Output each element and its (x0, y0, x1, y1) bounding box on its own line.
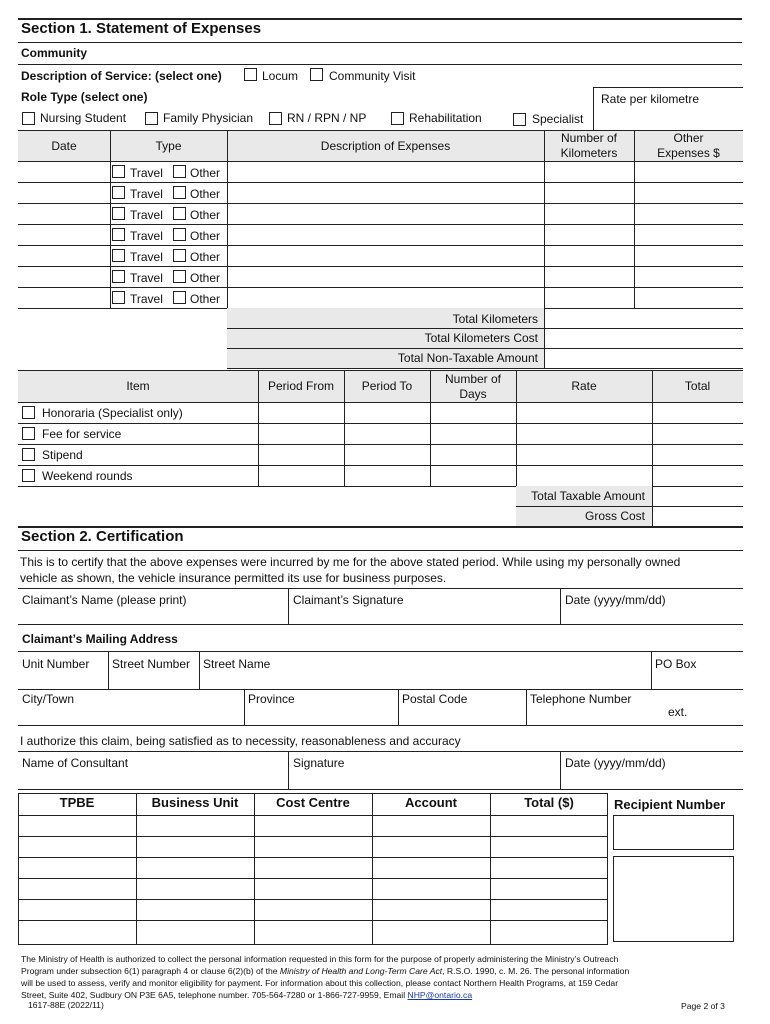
authorize-text: I authorize this claim, being satisfied as to necessity, reasonableness and accuracy (20, 734, 461, 748)
city-row-bottom[interactable] (18, 725, 743, 726)
table-rule (110, 130, 111, 308)
table-rule (344, 370, 345, 486)
street-number-label: Street Number (112, 657, 191, 671)
rn-rpn-np-label: RN / RPN / NP (287, 111, 367, 125)
other-header-line1: Other (673, 131, 704, 145)
signature-label: Signature (293, 756, 345, 770)
total-header: Total (684, 379, 711, 393)
po-box-label: PO Box (655, 657, 697, 671)
rule (199, 651, 200, 689)
address-row-bottom[interactable] (18, 689, 743, 690)
community-visit-label: Community Visit (329, 69, 416, 83)
total-km-cost-label: Total Kilometers Cost (424, 331, 538, 345)
rule (651, 651, 652, 689)
claimant-signature-label: Claimant’s Signature (293, 593, 404, 607)
other-checkbox[interactable] (173, 291, 186, 304)
act-name: Ministry of Health and Long-Term Care Act (279, 966, 443, 976)
cost-centre-header: Cost Centre (276, 795, 350, 810)
travel-label: Travel (130, 166, 163, 180)
privacy-line1: The Ministry of Health is authorized to collect the personal information requested in this form for the purpose of properly administering the Ministry’s Outreach (21, 954, 619, 964)
consultant-row-bottom[interactable] (18, 789, 743, 790)
days-header-line2: Days (459, 387, 487, 401)
total-dollar-header: Total ($) (524, 795, 574, 810)
telephone-label: Telephone Number (530, 692, 632, 706)
rule (560, 751, 561, 789)
total-taxable-label: Total Taxable Amount (531, 489, 645, 503)
date-header: Date (51, 139, 77, 153)
tpbe-header: TPBE (59, 795, 95, 810)
account-header: Account (405, 795, 457, 810)
certification-line2: vehicle as shown, the vehicle insurance permitted its use for business purposes. (20, 571, 447, 585)
other-label: Other (190, 208, 221, 222)
rn-rpn-np-checkbox[interactable] (269, 112, 282, 125)
table-rule (544, 130, 545, 368)
travel-checkbox[interactable] (112, 270, 125, 283)
consultant-name-label: Name of Consultant (22, 756, 129, 770)
unit-number-label: Unit Number (22, 657, 90, 671)
description-of-service-label: Description of Service: (select one) (21, 69, 222, 83)
table-rule (652, 370, 653, 526)
description-header: Description of Expenses (320, 139, 451, 153)
other-checkbox[interactable] (173, 186, 186, 199)
city-label: City/Town (22, 692, 75, 706)
item-checkbox[interactable] (22, 469, 35, 482)
locum-checkbox[interactable] (244, 68, 257, 81)
item-row-rule[interactable] (18, 423, 743, 424)
period-to-header: Period To (361, 379, 413, 393)
travel-label: Travel (130, 292, 163, 306)
rehabilitation-checkbox[interactable] (391, 112, 404, 125)
community-field-line[interactable] (18, 64, 742, 65)
other-checkbox[interactable] (173, 270, 186, 283)
nursing-student-label: Nursing Student (40, 111, 127, 125)
travel-label: Travel (130, 187, 163, 201)
table-rule (227, 368, 743, 369)
family-physician-label: Family Physician (163, 111, 254, 125)
certification-line1: This is to certify that the above expenses were incurred by me for the above stated period. While using my personally owned (20, 555, 681, 569)
rule (18, 588, 743, 589)
page-number: Page 2 of 3 (681, 1001, 725, 1011)
community-visit-checkbox[interactable] (310, 68, 323, 81)
accounting-row-rule[interactable] (18, 920, 608, 921)
claimant-row-bottom[interactable] (18, 624, 743, 625)
recipient-number-label: Recipient Number (614, 797, 726, 812)
rule (288, 588, 289, 624)
table-rule (430, 370, 431, 486)
postal-code-label: Postal Code (402, 692, 468, 706)
item-label: Honoraria (Specialist only) (42, 406, 183, 420)
table-rule (634, 130, 635, 308)
travel-checkbox[interactable] (112, 165, 125, 178)
table-rule (18, 402, 743, 403)
privacy-line2-a: Program under subsection 6(1) paragraph 4 or clause 6(2)(b) of the (21, 966, 280, 976)
travel-checkbox[interactable] (112, 207, 125, 220)
total-non-taxable-label: Total Non-Taxable Amount (397, 351, 538, 365)
province-label: Province (248, 692, 295, 706)
rate-per-km-label: Rate per kilometre (601, 92, 700, 106)
table-rule (18, 370, 743, 371)
nursing-student-checkbox[interactable] (22, 112, 35, 125)
role-type-label: Role Type (select one) (21, 90, 148, 104)
type-header: Type (155, 139, 182, 153)
table-rule (227, 328, 743, 329)
table-rule (516, 506, 743, 507)
privacy-line3: will be used to assess, verify and monitor eligibility for payment. For information about this collection, please contact Northern Health Programs, at 159 Cedar (21, 978, 619, 988)
accounting-row-rule[interactable] (18, 836, 608, 837)
travel-label: Travel (130, 208, 163, 222)
item-row-rule[interactable] (18, 444, 743, 445)
specialist-label: Specialist (532, 112, 584, 126)
privacy-line4-text: Street, Suite 402, Sudbury ON P3E 6A5, telephone number. 705-564-7280 or 1-866-727-9959, Email (21, 990, 408, 1000)
travel-checkbox[interactable] (112, 228, 125, 241)
travel-checkbox[interactable] (112, 291, 125, 304)
item-checkbox[interactable] (22, 406, 35, 419)
street-name-label: Street Name (203, 657, 271, 671)
rule (288, 751, 289, 789)
km-header-line1: Number of (560, 131, 618, 145)
privacy-line4 (21, 990, 743, 1001)
rate-header: Rate (571, 379, 597, 393)
section2-title: Section 2. Certification (21, 528, 184, 545)
km-header-line2: Kilometers (560, 146, 618, 160)
other-label: Other (190, 292, 221, 306)
other-label: Other (190, 250, 221, 264)
travel-label: Travel (130, 229, 163, 243)
form-number: 1617-88E (2022/11) (28, 1000, 104, 1010)
community-label: Community (21, 46, 87, 60)
item-label: Fee for service (42, 427, 122, 441)
other-label: Other (190, 166, 221, 180)
recipient-number-field[interactable] (613, 815, 734, 850)
rule (18, 751, 743, 752)
privacy-line2-b: , R.S.O. 1990, c. M. 26. The personal information (442, 966, 630, 976)
rule (244, 689, 245, 725)
travel-checkbox[interactable] (112, 186, 125, 199)
item-row-rule[interactable] (18, 465, 743, 466)
other-checkbox[interactable] (173, 249, 186, 262)
date-label-2: Date (yyyy/mm/dd) (565, 756, 666, 770)
other-label: Other (190, 229, 221, 243)
other-checkbox[interactable] (173, 228, 186, 241)
item-checkbox[interactable] (22, 427, 35, 440)
item-label: Weekend rounds (42, 469, 133, 483)
rule (398, 689, 399, 725)
family-physician-checkbox[interactable] (145, 112, 158, 125)
other-header-line2: Expenses $ (657, 146, 720, 160)
item-header: Item (126, 379, 150, 393)
rule (526, 689, 527, 725)
other-label: Other (190, 271, 221, 285)
ext-label: ext. (668, 705, 688, 719)
email-link[interactable]: NHP@ontario.ca (407, 990, 473, 1000)
accounting-row-rule[interactable] (18, 815, 608, 816)
other-label: Other (190, 187, 221, 201)
total-km-label: Total Kilometers (452, 312, 538, 326)
gross-cost-label: Gross Cost (584, 509, 645, 523)
accounting-row-rule[interactable] (18, 878, 608, 879)
locum-label: Locum (262, 69, 299, 83)
item-checkbox[interactable] (22, 448, 35, 461)
privacy-line2 (21, 966, 743, 977)
mailing-address-label: Claimant’s Mailing Address (22, 632, 178, 646)
rule (18, 42, 742, 43)
rehabilitation-label: Rehabilitation (409, 111, 482, 125)
travel-label: Travel (130, 271, 163, 285)
accounting-row-rule[interactable] (18, 857, 608, 858)
rule (108, 651, 109, 689)
specialist-checkbox[interactable] (513, 113, 526, 126)
table-rule (227, 348, 743, 349)
section1-title: Section 1. Statement of Expenses (21, 20, 262, 37)
travel-label: Travel (130, 250, 163, 264)
table-rule (258, 370, 259, 486)
accounting-row-rule[interactable] (18, 899, 608, 900)
period-from-header: Period From (267, 379, 335, 393)
days-header-line1: Number of (444, 372, 502, 386)
rule (560, 588, 561, 624)
recipient-notes-field[interactable] (613, 856, 734, 942)
date-label-1: Date (yyyy/mm/dd) (565, 593, 666, 607)
other-checkbox[interactable] (173, 207, 186, 220)
other-checkbox[interactable] (173, 165, 186, 178)
item-label: Stipend (42, 448, 83, 462)
claimant-name-label: Claimant’s Name (please print) (22, 593, 187, 607)
travel-checkbox[interactable] (112, 249, 125, 262)
rule (18, 651, 743, 652)
rule (18, 550, 743, 551)
business-unit-header: Business Unit (151, 795, 239, 810)
